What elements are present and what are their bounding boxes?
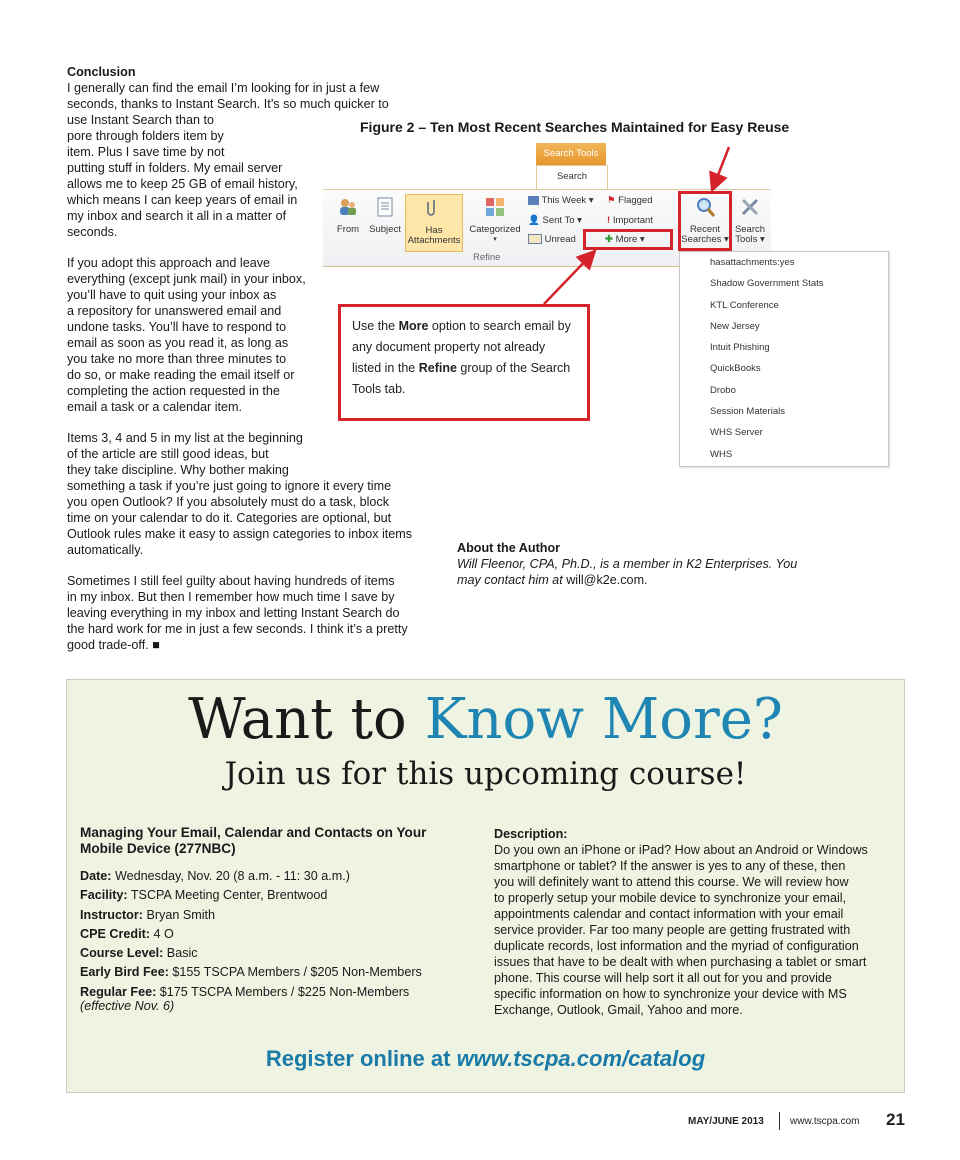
author-email[interactable]: will@k2e.com. <box>566 573 648 587</box>
detail-label: Date: <box>80 869 112 883</box>
detail-label: Course Level: <box>80 946 164 961</box>
detail-value: TSCPA Meeting Center, Brentwood <box>127 888 328 903</box>
text-line: seconds, thanks to Instant Search. It’s so much quicker to <box>67 97 389 111</box>
text-line: Sometimes I still feel guilty about having hundreds of items <box>67 574 395 588</box>
detail-value: Basic <box>163 946 198 961</box>
recent-searches-dropdown <box>679 251 889 467</box>
recent-search-item[interactable]: hasattachments:yes <box>710 257 795 268</box>
text-line: you take no more than three minutes to <box>67 352 287 366</box>
detail-label: Early Bird Fee: <box>80 965 169 980</box>
detail-value: $155 TSCPA Members / $205 Non-Members <box>168 965 422 980</box>
exclamation-icon: ! <box>607 215 611 226</box>
footer-site[interactable]: www.tscpa.com <box>790 1116 860 1127</box>
detail-value: Bryan Smith <box>142 907 216 922</box>
text-line: specific information on how to synchronize your device with MS <box>494 987 847 1001</box>
important-label: Important <box>612 215 653 226</box>
sent-to-label: Sent To <box>542 215 575 226</box>
text-line: to properly setup your mobile device to synchronize your email, <box>494 891 847 905</box>
course-detail-row <box>80 925 480 944</box>
about-author <box>457 540 877 588</box>
course-detail-row <box>80 944 480 963</box>
has-attachments-label-2: Attachments <box>407 235 461 246</box>
author-line-2: may contact him at will@k2e.com. <box>457 573 648 587</box>
recent-search-item[interactable]: Intuit Phishing <box>710 342 770 354</box>
course-description <box>494 826 899 1018</box>
text-line: duplicate records, lost information and the myriad of configuration <box>494 939 859 953</box>
text-line: leaving everything in my inbox and letting Instant Search do <box>67 606 400 620</box>
text-line: use Instant Search than to <box>67 113 215 127</box>
text-line: which means I can keep years of email in <box>67 193 298 207</box>
recent-search-item[interactable]: KTL Conference <box>710 299 779 311</box>
text-line: item. Plus I save time by not <box>67 145 225 159</box>
refine-group-label: Refine <box>473 252 501 263</box>
text-line: time on your calendar to do it. Categories are optional, but <box>67 511 392 525</box>
text-line: pore through folders item by <box>67 129 224 143</box>
footer-divider <box>779 1112 780 1130</box>
more-button[interactable]: ✚ More ▾ <box>605 234 645 245</box>
recent-search-item[interactable]: WHS <box>710 448 733 460</box>
text-line: putting stuff in folders. My email server <box>67 161 283 175</box>
recent-search-item[interactable]: QuickBooks <box>710 363 761 375</box>
text-line: good trade-off. ■ <box>67 638 160 652</box>
author-heading: About the Author <box>457 541 561 555</box>
text-line: allows me to keep 25 GB of email history, <box>67 177 298 191</box>
text-line: Do you own an iPhone or iPad? How about an Android or Windows <box>494 843 868 857</box>
author-line-1: Will Fleenor, CPA, Ph.D., is a member in K2 Enterprises. You <box>457 557 798 571</box>
description-text <box>494 842 899 1018</box>
recent-search-item[interactable]: Session Materials <box>710 406 785 418</box>
text-line: issues that have to be dealt with when purchasing a tablet or smart <box>494 955 867 969</box>
this-week-button[interactable]: This Week ▾ <box>528 195 594 206</box>
text-line: Items 3, 4 and 5 in my list at the beginning <box>67 431 303 445</box>
text-line: email as soon as you read it, as long as <box>67 336 289 350</box>
figure-title: Figure 2 – Ten Most Recent Searches Maintained for Easy Reuse <box>360 119 790 135</box>
course-details <box>80 825 480 1014</box>
search-tools-label-2: Tools ▾ <box>735 234 765 245</box>
recent-searches-label-1: Recent <box>689 224 721 235</box>
recent-search-item[interactable]: Shadow Government Stats <box>710 278 824 290</box>
more-label: More <box>615 234 638 245</box>
recent-search-item[interactable]: New Jersey <box>710 320 760 332</box>
text-line: they take discipline. Why bother making <box>67 463 289 477</box>
text-line: you’ll have to quit using your inbox as <box>67 288 277 302</box>
recent-search-item[interactable]: Drobo <box>710 384 736 396</box>
register-line: Register online at www.tscpa.com/catalog <box>265 1046 706 1071</box>
text-line: undone tasks. You’ll have to respond to <box>67 320 287 334</box>
text-line: email a task or a calendar item. <box>67 400 242 414</box>
recent-search-item[interactable]: WHS Server <box>710 427 763 439</box>
search-tools-context-tab[interactable]: Search Tools <box>536 143 606 165</box>
recent-searches-label-2: Searches ▾ <box>681 234 729 245</box>
flagged-label: Flagged <box>618 195 653 206</box>
text-line: If you adopt this approach and leave <box>67 256 271 270</box>
course-detail-row <box>80 963 480 982</box>
arrow-to-recent-searches <box>713 147 729 188</box>
course-detail-list <box>80 867 480 1002</box>
description-heading: Description: <box>494 827 568 841</box>
detail-value: $175 TSCPA Members / $225 Non-Members <box>156 984 410 999</box>
hero-headline: Want to Know More? <box>188 687 783 752</box>
from-label: From <box>336 224 360 235</box>
text-line: completing the action requested in the <box>67 384 280 398</box>
text-line: automatically. <box>67 543 144 557</box>
course-title: Managing Your Email, Calendar and Contacts on Your Mobile Device (277NBC) <box>80 825 427 856</box>
subject-label: Subject <box>369 224 401 235</box>
text-line: appointments calendar and contact information with your email <box>494 907 844 921</box>
tab-search[interactable]: Search <box>536 165 608 190</box>
flag-icon: ⚑ <box>607 195 616 206</box>
categorized-label: Categorized <box>469 224 521 235</box>
detail-value: Wednesday, Nov. 20 (8 a.m. - 11: 30 a.m.) <box>111 869 350 883</box>
text-line: you will definitely want to attend this course. We will review how <box>494 875 849 889</box>
detail-label: Regular Fee: <box>80 984 157 999</box>
footer-issue: MAY/JUNE 2013 <box>688 1116 764 1127</box>
course-detail-row <box>80 867 480 886</box>
chevron-down-icon: ▾ <box>493 236 497 243</box>
text-line: phone. This course will help sort it all out for you and provide <box>494 971 832 985</box>
text-line: my inbox and search it all in a matter of <box>67 209 287 223</box>
unread-label: Unread <box>544 234 576 245</box>
text-line: do so, or make reading the email itself or <box>67 368 295 382</box>
plus-icon: ✚ <box>605 234 613 245</box>
text-line: service provider. Far too many people are getting frustrated with <box>494 923 851 937</box>
has-attachments-label-1: Has <box>425 225 443 236</box>
course-detail-row <box>80 906 480 925</box>
sent-to-button[interactable]: 👤 Sent To ▾ <box>528 215 582 226</box>
text-line: the hard work for me in just a few seconds. I think it’s a pretty <box>67 622 408 636</box>
callout-box: Use the More option to search email by any document property not already listed in the Refine group of the Search Tools tab. <box>338 304 590 421</box>
catalog-link[interactable]: www.tscpa.com/catalog <box>456 1046 706 1071</box>
text-line: I generally can find the email I’m looking for in just a few <box>67 81 380 95</box>
course-detail-row <box>80 886 480 905</box>
search-tools-label-1: Search <box>734 224 766 235</box>
text-line: Exchange, Outlook, Gmail, Yahoo and more. <box>494 1003 743 1017</box>
text-line: seconds. <box>67 225 118 239</box>
text-line: smartphone or tablet? If the answer is yes to any of these, then <box>494 859 846 873</box>
text-line: everything (except junk mail) in your inbox, <box>67 272 306 286</box>
arrow-to-more <box>544 253 593 304</box>
text-line: in my inbox. But then I remember how much time I save by <box>67 590 395 604</box>
text-line: you open Outlook? If you absolutely must do a task, block <box>67 495 390 509</box>
effective-note: (effective Nov. 6) <box>80 999 175 1014</box>
this-week-label: This Week <box>541 195 587 206</box>
detail-label: CPE Credit: <box>80 926 150 941</box>
text-line: Outlook rules make it easy to assign categories to inbox items <box>67 527 413 541</box>
detail-label: Facility: <box>80 888 128 903</box>
person-icon: 👤 <box>528 215 540 226</box>
text-line: something a task if you’re just going to ignore it every time <box>67 479 392 493</box>
conclusion-heading: Conclusion <box>67 65 136 79</box>
detail-value: 4 O <box>149 926 174 941</box>
text-line: a repository for unanswered email and <box>67 304 282 318</box>
detail-label: Instructor: <box>80 907 143 922</box>
page-number: 21 <box>886 1110 905 1129</box>
hero-subhead: Join us for this upcoming course! <box>224 756 747 792</box>
text-line: of the article are still good ideas, but <box>67 447 269 461</box>
